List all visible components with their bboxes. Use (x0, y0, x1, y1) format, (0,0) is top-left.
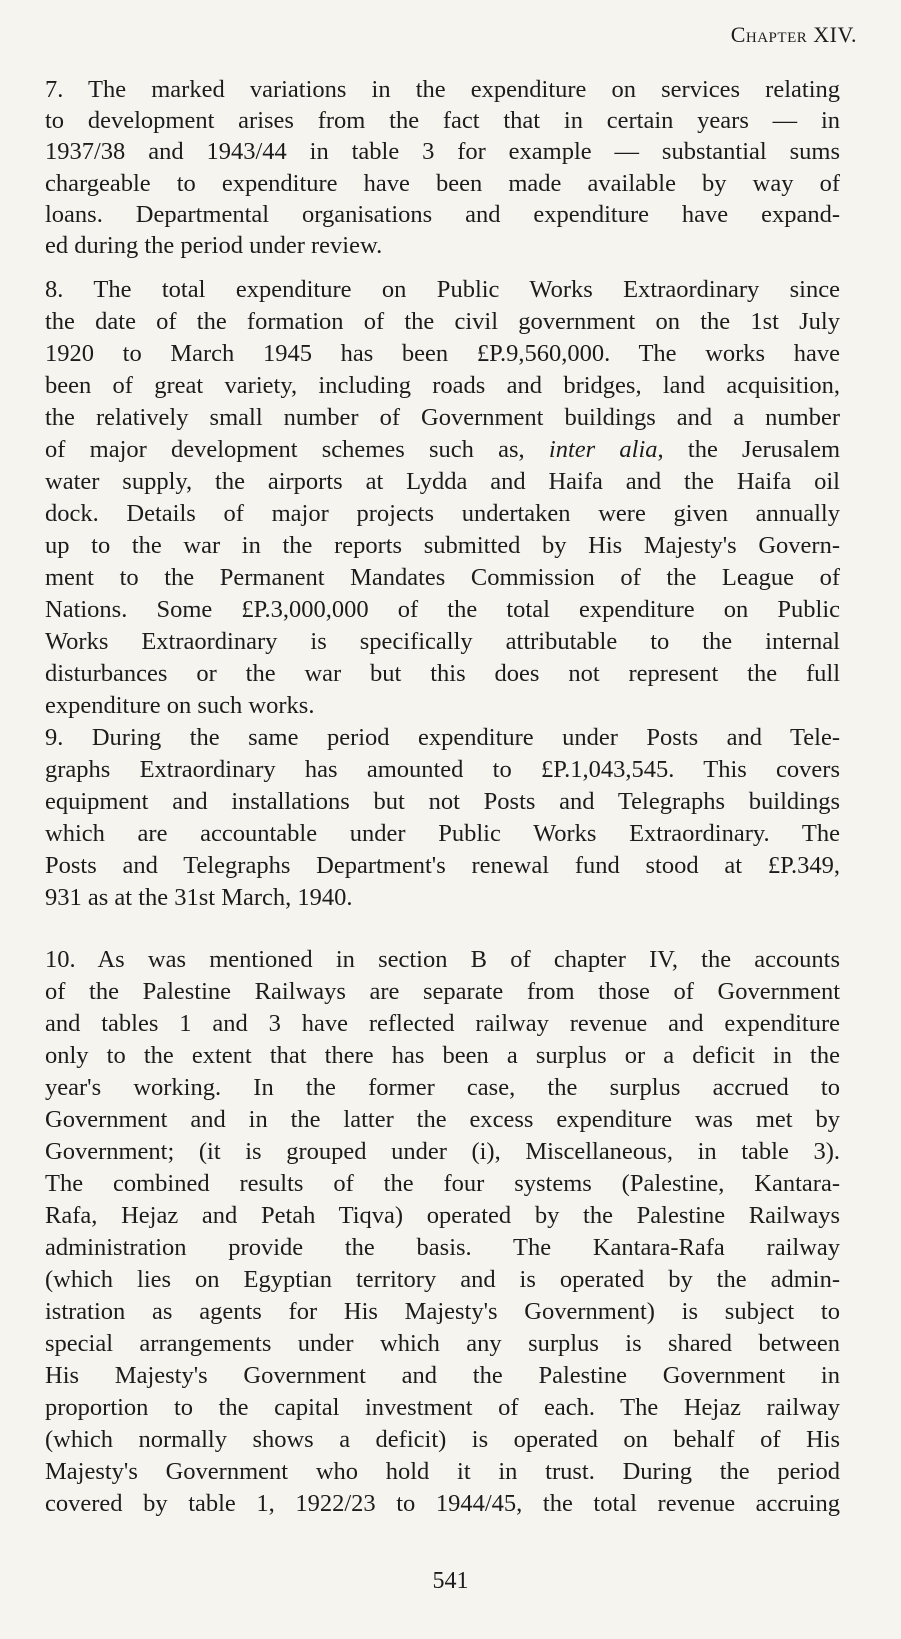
text-line: ed during the period under review. (45, 231, 383, 259)
text-line: of the Palestine Railways are separate from those of Government (45, 978, 840, 1005)
text-line: 1937/38 and 1943/44 in table 3 for example — substantial sums (45, 138, 840, 166)
text-line: His Majesty's Government and the Palestine Government in (45, 1362, 840, 1389)
text-line: the relatively small number of Government buildings and a number (45, 404, 840, 431)
text-line: equipment and installations but not Posts and Telegraphs buildings (45, 788, 840, 815)
text-line: graphs Extraordinary has amounted to £P.1,043,545. This covers (45, 756, 840, 783)
text-line: Government; (it is grouped under (i), Miscellaneous, in table 3). (45, 1138, 840, 1165)
text-line: chargeable to expenditure have been made available by way of (45, 169, 840, 197)
text-line: Rafa, Hejaz and Petah Tiqva) operated by the Palestine Railways (45, 1202, 840, 1229)
text-line: dock. Details of major projects undertaken were given annually (45, 500, 840, 527)
text-line: loans. Departmental organisations and expenditure have expand- (45, 200, 840, 228)
text-line: (which lies on Egyptian territory and is operated by the admin- (45, 1266, 840, 1293)
text-line: Posts and Telegraphs Department's renewal fund stood at £P.349, (45, 852, 840, 879)
text-line: administration provide the basis. The Kantara-Rafa railway (45, 1234, 840, 1261)
text-line: Nations. Some £P.3,000,000 of the total expenditure on Public (45, 596, 840, 623)
text-line: expenditure on such works. (45, 692, 315, 719)
text-line: special arrangements under which any surplus is shared between (45, 1330, 840, 1357)
text-line: 7. The marked variations in the expenditure on services relating (45, 76, 840, 103)
text-line: Works Extraordinary is specifically attributable to the internal (45, 628, 840, 655)
text-line: proportion to the capital investment of each. The Hejaz railway (45, 1394, 840, 1421)
text-line: to development arises from the fact that in certain years — in (45, 107, 840, 135)
text-line: istration as agents for His Majesty's Government) is subject to (45, 1298, 840, 1325)
text-line: and tables 1 and 3 have reflected railway revenue and expenditure (45, 1010, 840, 1037)
text-line: 8. The total expenditure on Public Works Extraordinary since (45, 276, 840, 303)
paragraph-7 (45, 74, 840, 261)
text-line: of major development schemes such as, inter alia, the Jerusalem (45, 436, 840, 463)
paragraph-9 (45, 722, 840, 914)
page-number: 541 (432, 1568, 469, 1594)
paragraph-10 (45, 944, 840, 1520)
text-line: ment to the Permanent Mandates Commission of the League of (45, 564, 840, 591)
text-line: year's working. In the former case, the surplus accrued to (45, 1074, 840, 1101)
text-line: 9. During the same period expenditure under Posts and Tele- (45, 724, 840, 751)
text-line: disturbances or the war but this does not represent the full (45, 660, 840, 687)
text-line: covered by table 1, 1922/23 to 1944/45, the total revenue accruing (45, 1490, 840, 1517)
text-line: which are accountable under Public Works Extraordinary. The (45, 820, 840, 847)
text-line: Majesty's Government who hold it in trust. During the period (45, 1458, 840, 1485)
text-line: 10. As was mentioned in section B of chapter IV, the accounts (45, 946, 840, 973)
text-line: (which normally shows a deficit) is operated on behalf of His (45, 1426, 840, 1453)
text-line: The combined results of the four systems (Palestine, Kantara- (45, 1170, 840, 1197)
text-line: only to the extent that there has been a surplus or a deficit in the (45, 1042, 840, 1069)
text-line: 1920 to March 1945 has been £P.9,560,000. The works have (45, 340, 840, 367)
italic-phrase: inter alia (548, 436, 658, 463)
text-line: been of great variety, including roads and bridges, land acquisition, (45, 372, 840, 399)
text-line: 931 as at the 31st March, 1940. (45, 884, 353, 911)
text-line: up to the war in the reports submitted by His Majesty's Govern- (45, 532, 840, 559)
text-line: Government and in the latter the excess expenditure was met by (45, 1106, 840, 1133)
text-line: water supply, the airports at Lydda and Haifa and the Haifa oil (45, 468, 840, 495)
chapter-header: Chapter XIV. (730, 22, 857, 47)
text-line: the date of the formation of the civil government on the 1st July (45, 308, 840, 335)
paragraph-8 (45, 274, 840, 722)
